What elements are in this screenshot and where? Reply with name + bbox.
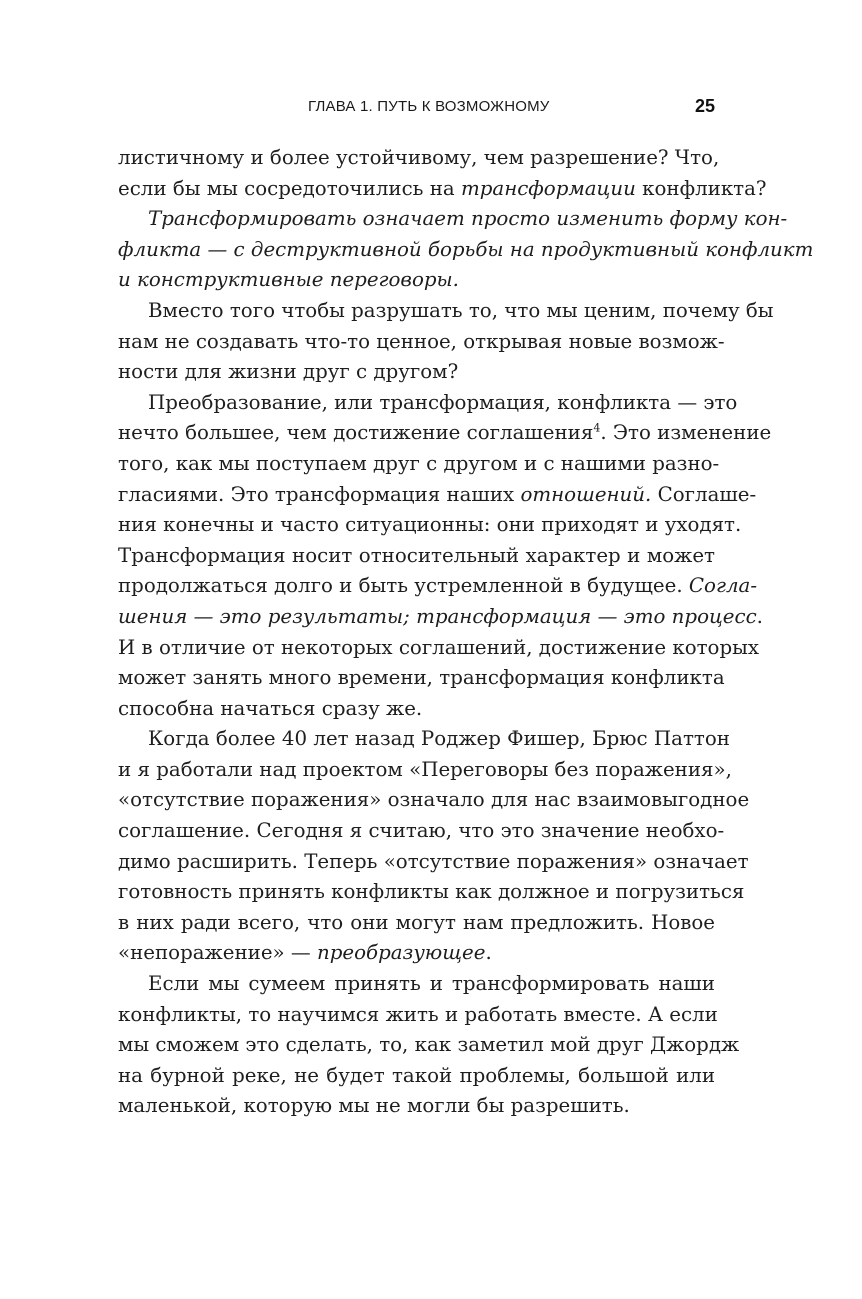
text-run: ния конечны и часто ситуационны: они приходят и уходят. [118, 513, 742, 537]
italic-text: Согла- [688, 574, 758, 598]
text-line [118, 908, 715, 939]
text-run: димо расширить. Теперь «отсутствие поражения» означает [118, 849, 749, 873]
text-run: «непоражение» — [118, 941, 317, 965]
text-run: нечто большее, чем достижение соглашения [118, 421, 594, 445]
paragraph [118, 143, 767, 204]
text-line [118, 143, 720, 174]
text-line [118, 877, 745, 908]
text-line [118, 1030, 740, 1061]
text-run: того, как мы поступаем друг с другом и с нашими разно- [118, 451, 720, 475]
text-line [118, 1061, 715, 1092]
text-line [118, 449, 720, 480]
text-line [118, 663, 725, 694]
text-line [118, 235, 814, 266]
text-line [118, 571, 758, 602]
text-run: Трансформация носит относительный характер и может [118, 543, 715, 567]
italic-text: Трансформировать означает просто изменить форму кон- [148, 207, 788, 231]
text-run: гласиями. Это трансформация наших [118, 482, 521, 506]
italic-text: трансформации [460, 176, 636, 200]
text-run: маленькой, которую мы не могли бы разрешить. [118, 1094, 630, 1118]
italic-text: и конструктивные переговоры. [118, 268, 459, 292]
text-line [118, 724, 730, 755]
paragraph [118, 724, 750, 969]
italic-text: отношений. [520, 482, 652, 506]
text-line [118, 174, 767, 205]
text-run: листичному и более устойчивому, чем разрешение? Что, [118, 146, 720, 169]
paragraph [118, 388, 772, 725]
text-line [118, 541, 715, 572]
text-run: И в отличие от некоторых соглашений, достижение которых [118, 635, 760, 659]
text-run: продолжаться долго и быть устремленной в будущее. [118, 574, 689, 598]
text-line [118, 847, 749, 878]
paragraph [118, 204, 814, 296]
footnote-marker: 4 [593, 421, 601, 435]
text-run: «отсутствие поражения» означало для нас взаимовыгодное [118, 788, 750, 812]
text-run: на бурной реке, не будет такой проблемы, большой или [118, 1063, 715, 1087]
text-line [118, 388, 738, 419]
text-run: Преобразование, или трансформация, конфликта — это [148, 390, 738, 414]
body-text [118, 143, 814, 1122]
text-run: ности для жизни друг с другом? [118, 360, 459, 384]
text-run: Когда более 40 лет назад Роджер Фишер, Брюс Паттон [148, 727, 730, 751]
text-run: и я работали над проектом «Переговоры без поражения», [118, 757, 732, 781]
paragraph [118, 296, 774, 388]
text-run: способна начаться сразу же. [118, 696, 423, 720]
text-run: Если мы сумеем принять и трансформировать наши [148, 972, 715, 996]
text-line [118, 204, 788, 235]
text-run: . [756, 604, 763, 628]
text-line [118, 265, 715, 296]
text-run: нам не создавать что-то ценное, открывая новые возмож- [118, 329, 725, 353]
page-header [118, 98, 715, 122]
text-run: в них ради всего, что они могут нам предложить. Новое [118, 910, 715, 934]
italic-text: шения — это результаты; трансформация — это процесс [118, 604, 757, 628]
text-line [118, 296, 774, 327]
text-run: . Это изменение [600, 421, 772, 445]
text-run: соглашение. Сегодня я считаю, что это значение необхо- [118, 819, 725, 843]
text-line [118, 510, 742, 541]
italic-text: преобразующее [316, 941, 486, 965]
text-line [118, 1000, 718, 1031]
text-line [118, 327, 725, 358]
text-run: если бы мы сосредоточились на [118, 176, 461, 200]
text-line [118, 480, 757, 511]
running-head: ГЛАВА 1. ПУТЬ К ВОЗМОЖНОМУ [308, 98, 550, 115]
text-line [118, 816, 725, 847]
text-run: может занять много времени, трансформация конфликта [118, 666, 725, 690]
text-line [118, 418, 772, 449]
text-line [118, 938, 715, 969]
text-run: конфликты, то научимся жить и работать вместе. А если [118, 1002, 718, 1026]
italic-text: фликта — с деструктивной борьбы на продуктивный конфликт [118, 237, 814, 261]
text-run: мы сможем это сделать, то, как заметил мой друг Джордж [118, 1033, 740, 1057]
paragraph [118, 969, 740, 1122]
text-run: конфликта? [635, 176, 767, 200]
text-line [118, 633, 760, 664]
text-run: Вместо того чтобы разрушать то, что мы ценим, почему бы [148, 298, 774, 322]
text-line [118, 785, 750, 816]
text-line [118, 602, 763, 633]
text-line [118, 755, 732, 786]
text-run: готовность принять конфликты как должное и погрузиться [118, 880, 745, 904]
text-line [118, 1091, 715, 1122]
text-line [118, 694, 715, 725]
text-run: Соглаше- [651, 482, 757, 506]
text-run: . [485, 941, 492, 965]
page-number: 25 [694, 96, 715, 116]
text-line [118, 969, 715, 1000]
text-line [118, 357, 715, 388]
